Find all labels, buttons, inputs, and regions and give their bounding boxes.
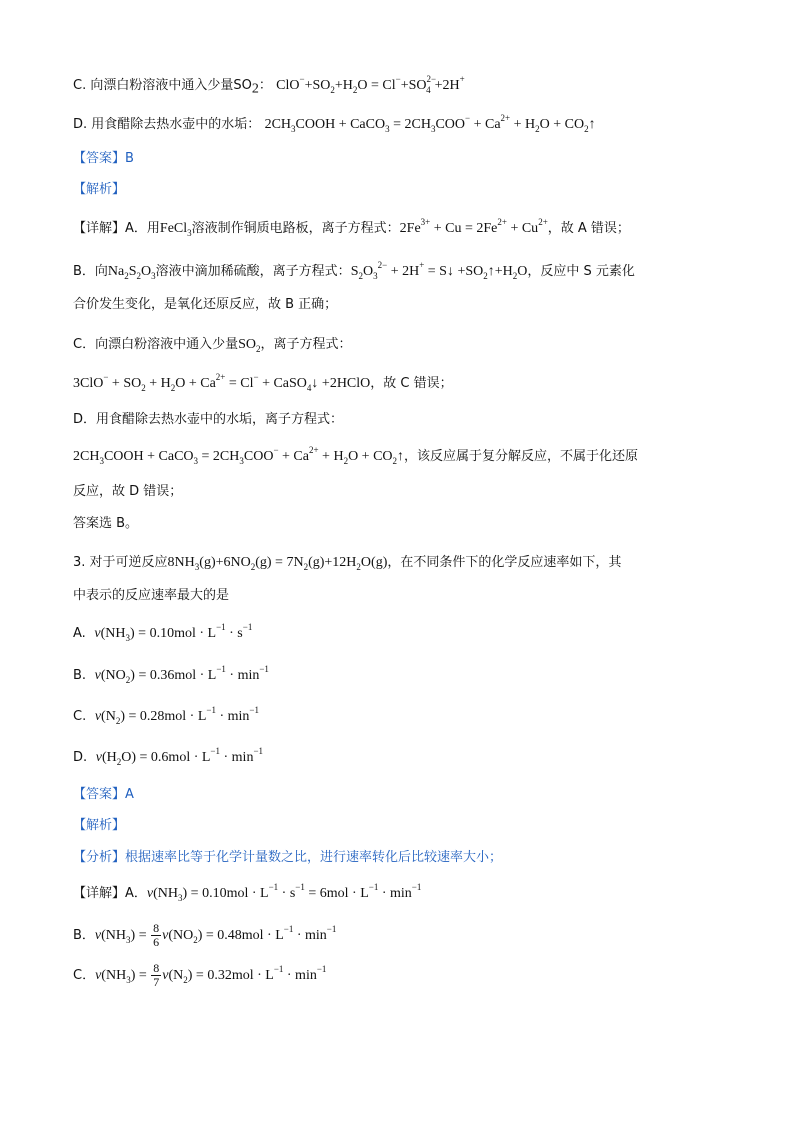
option-a: A. $v(NH_3) = 0.10mol \cdot L^{-1} \cdot s^{-1}$ xyxy=(73,622,253,643)
option-d-label: D. 用食醋除去热水壶中的水垢： xyxy=(73,117,261,132)
detail-d-line: D．用食醋除去热水壶中的水垢，离子方程式： xyxy=(73,412,344,427)
detail-c-line: C．向漂白粉溶液中通入少量$SO_2$，离子方程式： xyxy=(73,337,352,354)
analysis-text-body: 【分析】根据速率比等于化学计量数之比，进行速率转化后比较速率大小； xyxy=(73,850,503,865)
option-d: D. $v(H_2O) = 0.6mol \cdot L^{-1} \cdot \min^{-1}$ xyxy=(73,746,264,767)
detail-b-2: B．$v(NH_3)$ = $\frac{8}{6}$ $v(NO_2) = 0.48mol \cdot L^{-1} \cdot \min^{-1}$ xyxy=(73,921,337,949)
option-d-equation: $2CH_3COOH$ + CaCO$_3$ = $2CH_3COO^- + Ca^{2+} + H_2O$ + $CO_2↑$ xyxy=(264,113,596,134)
option-d-line xyxy=(73,114,596,135)
option-c-label: C. 向漂白粉溶液中通入少量SO xyxy=(73,78,252,93)
answer-tag-2: 【答案】A xyxy=(73,787,134,802)
analysis-tag: 【解析】 xyxy=(73,182,126,197)
question-3-cont: 中表示的反应速率最大的是 xyxy=(73,588,230,603)
detail-b-cont: 合价发生变化，是氧化还原反应，故 B 正确； xyxy=(73,297,338,312)
answer-tag: 【答案】B xyxy=(73,151,134,166)
answer-choice: 答案选 B。 xyxy=(73,516,139,531)
detail-a-2: 【详解】A．$v(NH_3) = 0.10mol \cdot L^{-1} \cdot s^{-1} = 6mol \cdot L^{-1} \cdot \min^{-1}$ xyxy=(73,882,422,903)
option-c-equation: $ClO^-+SO_2+H_2O = Cl^-+SO^{2-}_4 +2H^+$ xyxy=(276,74,465,95)
analysis-tag-2: 【解析】 xyxy=(73,818,126,833)
analysis-text xyxy=(73,848,502,868)
option-c: C. $v(N_2) = 0.28mol \cdot L^{-1} \cdot \min^{-1}$ xyxy=(73,705,259,726)
detail-d-equation: $2CH_3COOH$ + CaCO$_3$ = $2CH_3COO^- + Ca^{2+} + H_2O$ + $CO_2↑$，该反应属于复分解反应，不属于化还原 xyxy=(73,445,639,466)
option-b: B. $v(NO_2) = 0.36mol \cdot L^{-1} \cdot \min^{-1}$ xyxy=(73,664,269,685)
detail-b-line: B．向$Na_2S_2O_3$溶液中滴加稀硫酸，离子方程式：$S_2O_3^{2-} + 2H^+$ = S↓ $+SO_2↑+H_2O$，反应中 S 元素化 xyxy=(73,260,635,281)
detail-c-2: C．$v(NH_3)$ = $\frac{8}{7}$ $v(N_2) = 0.32mol \cdot L^{-1} \cdot \min^{-1}$ xyxy=(73,961,327,989)
detail-a-line: 【详解】A．用FeCl$_3$溶液制作铜质电路板，离子方程式：$2Fe^{3+} + Cu = 2Fe^{2+} + Cu^{2+}$，故 A 错误； xyxy=(73,217,630,238)
question-3: 3. 对于可逆反应$8NH_3(g)+6NO_2(g) = 7N_2(g)+12H_2O(g)$，在不同条件下的化学反应速率如下，其 xyxy=(73,555,622,572)
detail-c-equation: $3ClO^- + SO_2 + H_2O + Ca^{2+} = Cl^-$ + CaSO$_4$↓ +2HClO，故 C 错误； xyxy=(73,372,453,393)
option-c-line: C. 向漂白粉溶液中通入少量$SO_2$： $ClO^-+SO_2+H_2O = Cl^-+SO^{2-}_4 +2H^+$ xyxy=(73,74,465,97)
detail-d-cont: 反应，故 D 错误； xyxy=(73,484,183,499)
